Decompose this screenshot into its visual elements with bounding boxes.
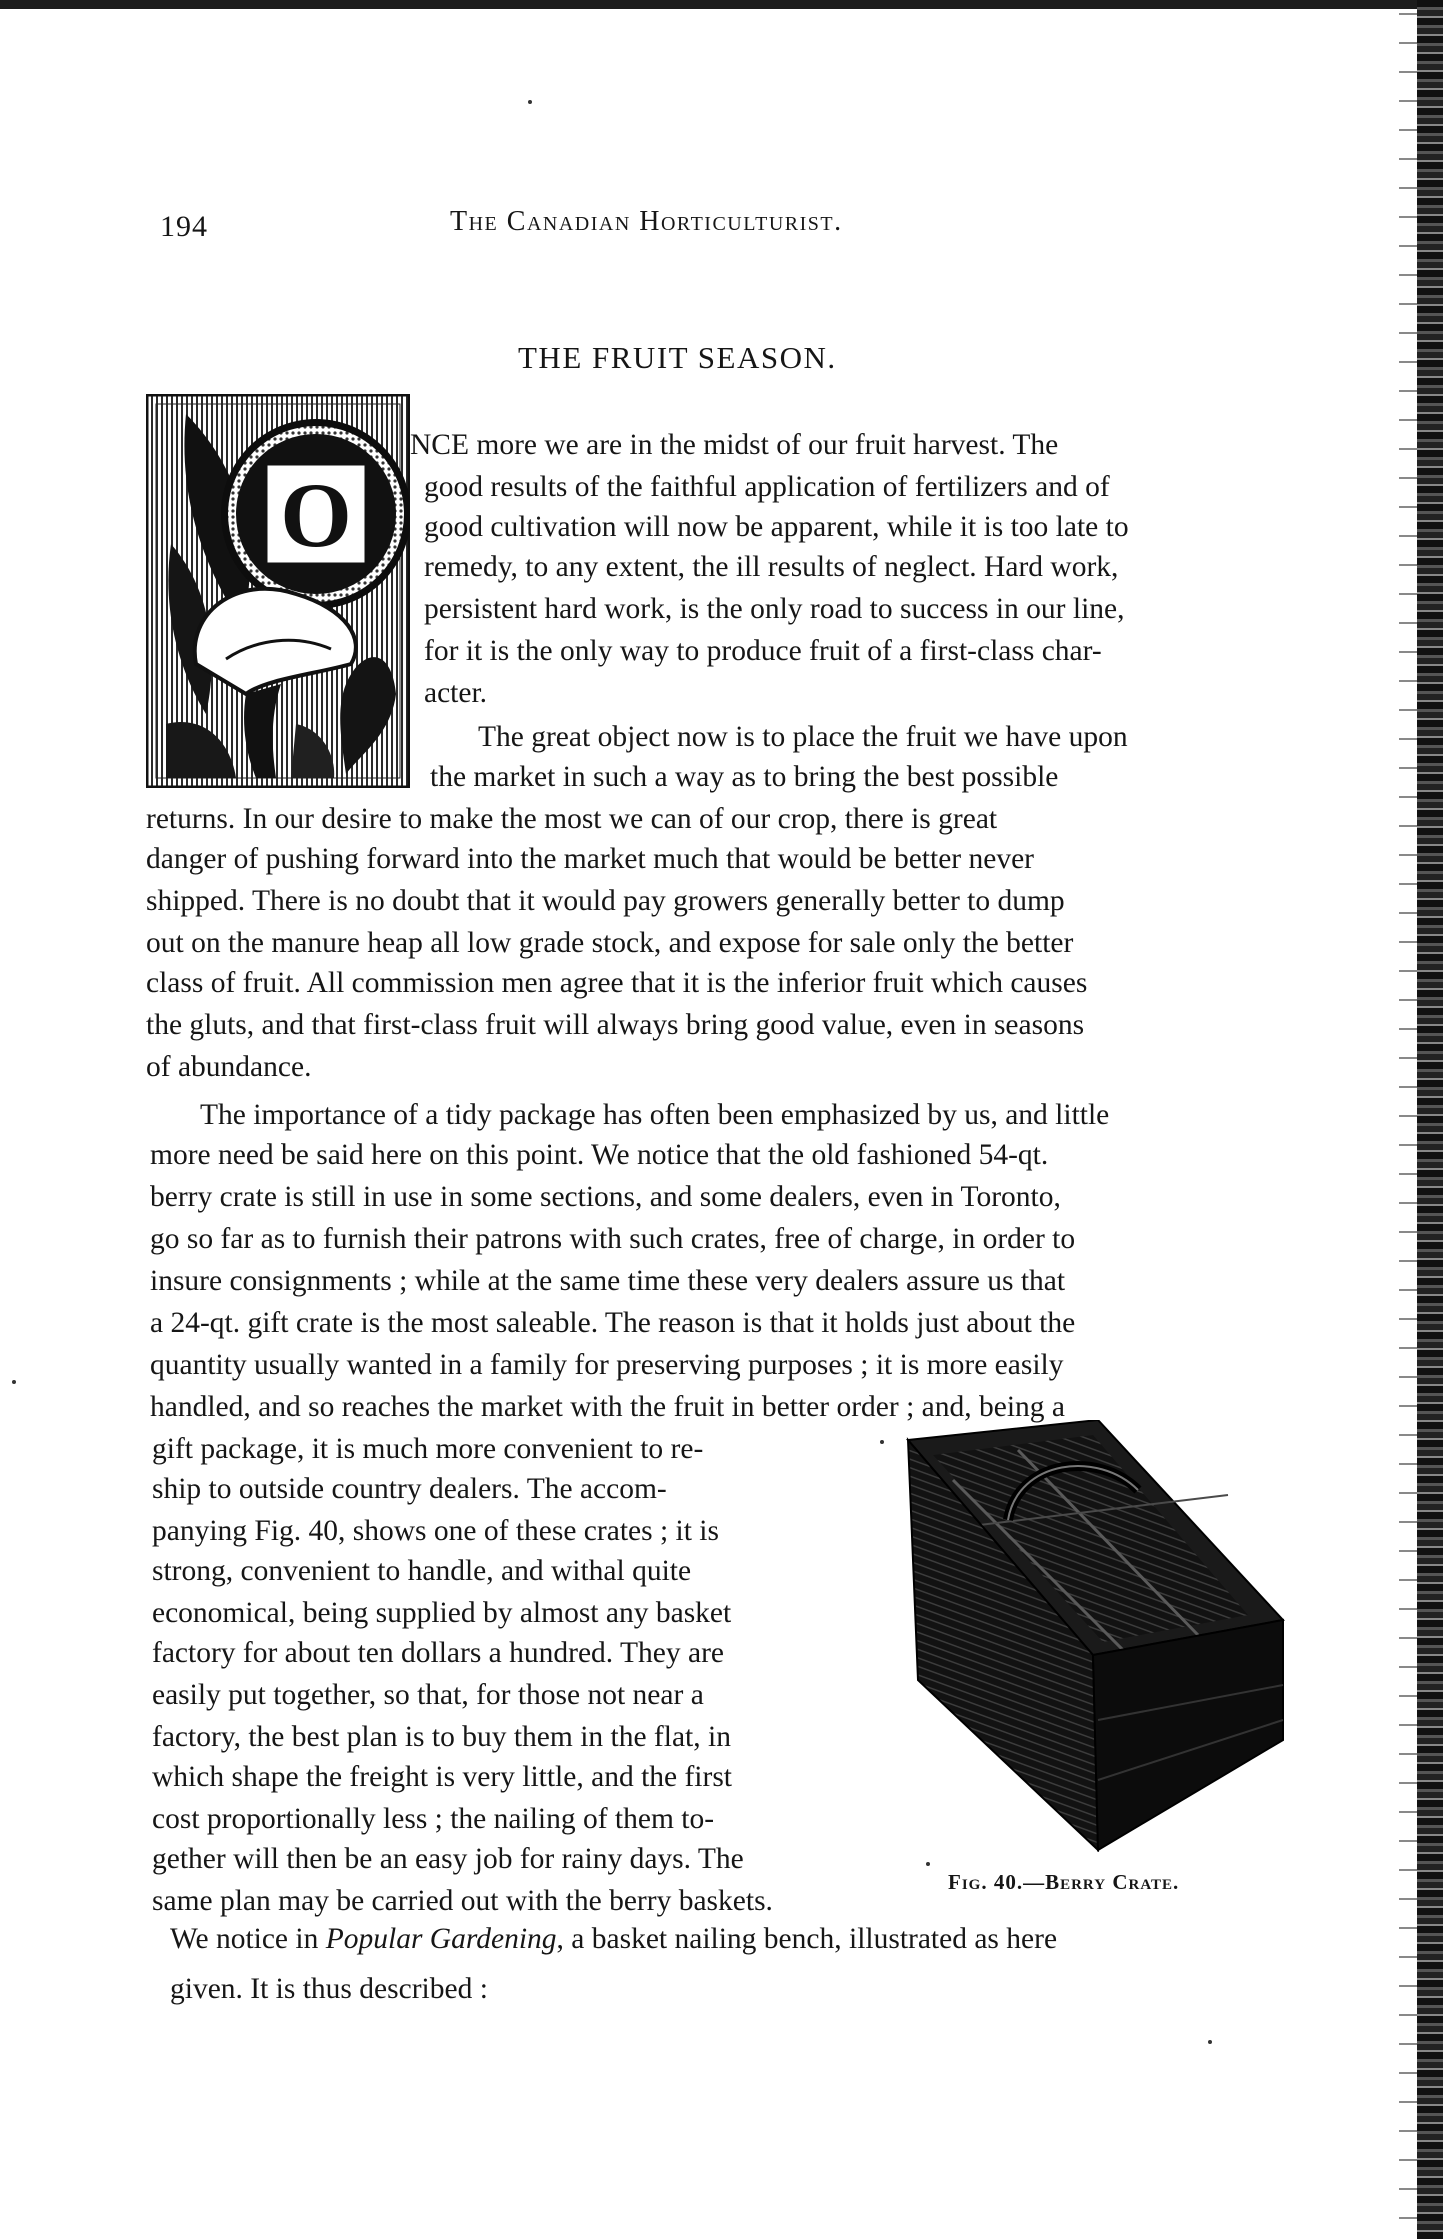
text-line: panying Fig. 40, shows one of these crates ; it is xyxy=(152,1515,719,1547)
text-line: acter. xyxy=(424,677,488,709)
berry-crate-illustration xyxy=(898,1420,1290,1852)
publication-title: Popular Gardening xyxy=(325,1923,557,1955)
decorative-initial xyxy=(146,394,410,788)
text-line: given. It is thus described : xyxy=(170,1973,488,2005)
text-line: a 24-qt. gift crate is the most saleable. The reason is that it holds just about the xyxy=(150,1307,1076,1339)
text-line: The great object now is to place the fruit we have upon xyxy=(478,721,1128,753)
text-line: of abundance. xyxy=(146,1051,312,1083)
scan-binding-shadow xyxy=(1399,0,1417,2239)
text-line: handled, and so reaches the market with the fruit in better order ; and, being a xyxy=(150,1391,1065,1423)
text-line: gift package, it is much more convenient to re- xyxy=(152,1433,704,1465)
scan-binding-edge xyxy=(1417,0,1443,2239)
text-line: easily put together, so that, for those not near a xyxy=(152,1679,704,1711)
text-line: NCE more we are in the midst of our fruit harvest. The xyxy=(410,429,1059,461)
text-line: more need be said here on this point. We notice that the old fashioned 54-qt. xyxy=(150,1139,1049,1171)
text-line: the gluts, and that first-class fruit will always bring good value, even in seasons xyxy=(146,1009,1085,1041)
text-line: insure consignments ; while at the same time these very dealers assure us that xyxy=(150,1265,1066,1297)
text-run: , a basket nailing bench, illustrated as here xyxy=(556,1923,1058,1955)
text-line: which shape the freight is very little, and the first xyxy=(152,1761,733,1793)
scan-speck xyxy=(926,1862,930,1866)
scan-speck xyxy=(880,1440,884,1444)
text-line: factory for about ten dollars a hundred. They are xyxy=(152,1637,725,1669)
text-line: The importance of a tidy package has often been emphasized by us, and little xyxy=(200,1099,1110,1131)
running-head: The Canadian Horticulturist. xyxy=(450,206,843,237)
text-line xyxy=(170,1922,1057,1956)
text-line: factory, the best plan is to buy them in the flat, in xyxy=(152,1721,731,1753)
text-line: good cultivation will now be apparent, while it is too late to xyxy=(424,511,1129,543)
text-line: go so far as to furnish their patrons with such crates, free of charge, in order to xyxy=(150,1223,1076,1255)
article-title: THE FRUIT SEASON. xyxy=(518,340,837,375)
berry-crate-figure xyxy=(898,1420,1290,1852)
text-line: returns. In our desire to make the most we can of our crop, there is great xyxy=(146,803,998,835)
text-line: persistent hard work, is the only road to success in our line, xyxy=(424,593,1125,625)
text-line: ship to outside country dealers. The accom- xyxy=(152,1473,667,1505)
text-line: strong, convenient to handle, and withal quite xyxy=(152,1555,692,1587)
text-line: remedy, to any extent, the ill results of neglect. Hard work, xyxy=(424,551,1119,583)
text-line: same plan may be carried out with the berry baskets. xyxy=(152,1885,773,1917)
scan-speck xyxy=(528,100,532,104)
figure-caption: Fig. 40.—Berry Crate. xyxy=(948,1870,1180,1894)
text-line: quantity usually wanted in a family for preserving purposes ; it is more easily xyxy=(150,1349,1064,1381)
scan-speck xyxy=(1208,2040,1212,2044)
scan-speck xyxy=(12,1380,16,1384)
text-line: gether will then be an easy job for rainy days. The xyxy=(152,1843,744,1875)
text-line: good results of the faithful application of fertilizers and of xyxy=(424,471,1110,503)
text-line: danger of pushing forward into the market much that would be better never xyxy=(146,843,1034,875)
morning-glory-initial-illustration xyxy=(146,394,410,788)
text-line: class of fruit. All commission men agree that it is the inferior fruit which causes xyxy=(146,967,1088,999)
text-run: We notice in xyxy=(170,1923,326,1955)
text-line: economical, being supplied by almost any basket xyxy=(152,1597,732,1629)
text-line: the market in such a way as to bring the best possible xyxy=(430,761,1059,793)
text-line: shipped. There is no doubt that it would pay growers generally better to dump xyxy=(146,885,1065,917)
page-number: 194 xyxy=(160,210,208,243)
text-line: berry crate is still in use in some sections, and some dealers, even in Toronto, xyxy=(150,1181,1061,1213)
text-line: for it is the only way to produce fruit of a first-class char- xyxy=(424,635,1102,667)
scan-top-edge xyxy=(0,0,1443,9)
text-line: cost proportionally less ; the nailing of them to- xyxy=(152,1803,715,1835)
initial-letter: O xyxy=(280,464,352,566)
text-line: out on the manure heap all low grade stock, and expose for sale only the better xyxy=(146,927,1074,959)
